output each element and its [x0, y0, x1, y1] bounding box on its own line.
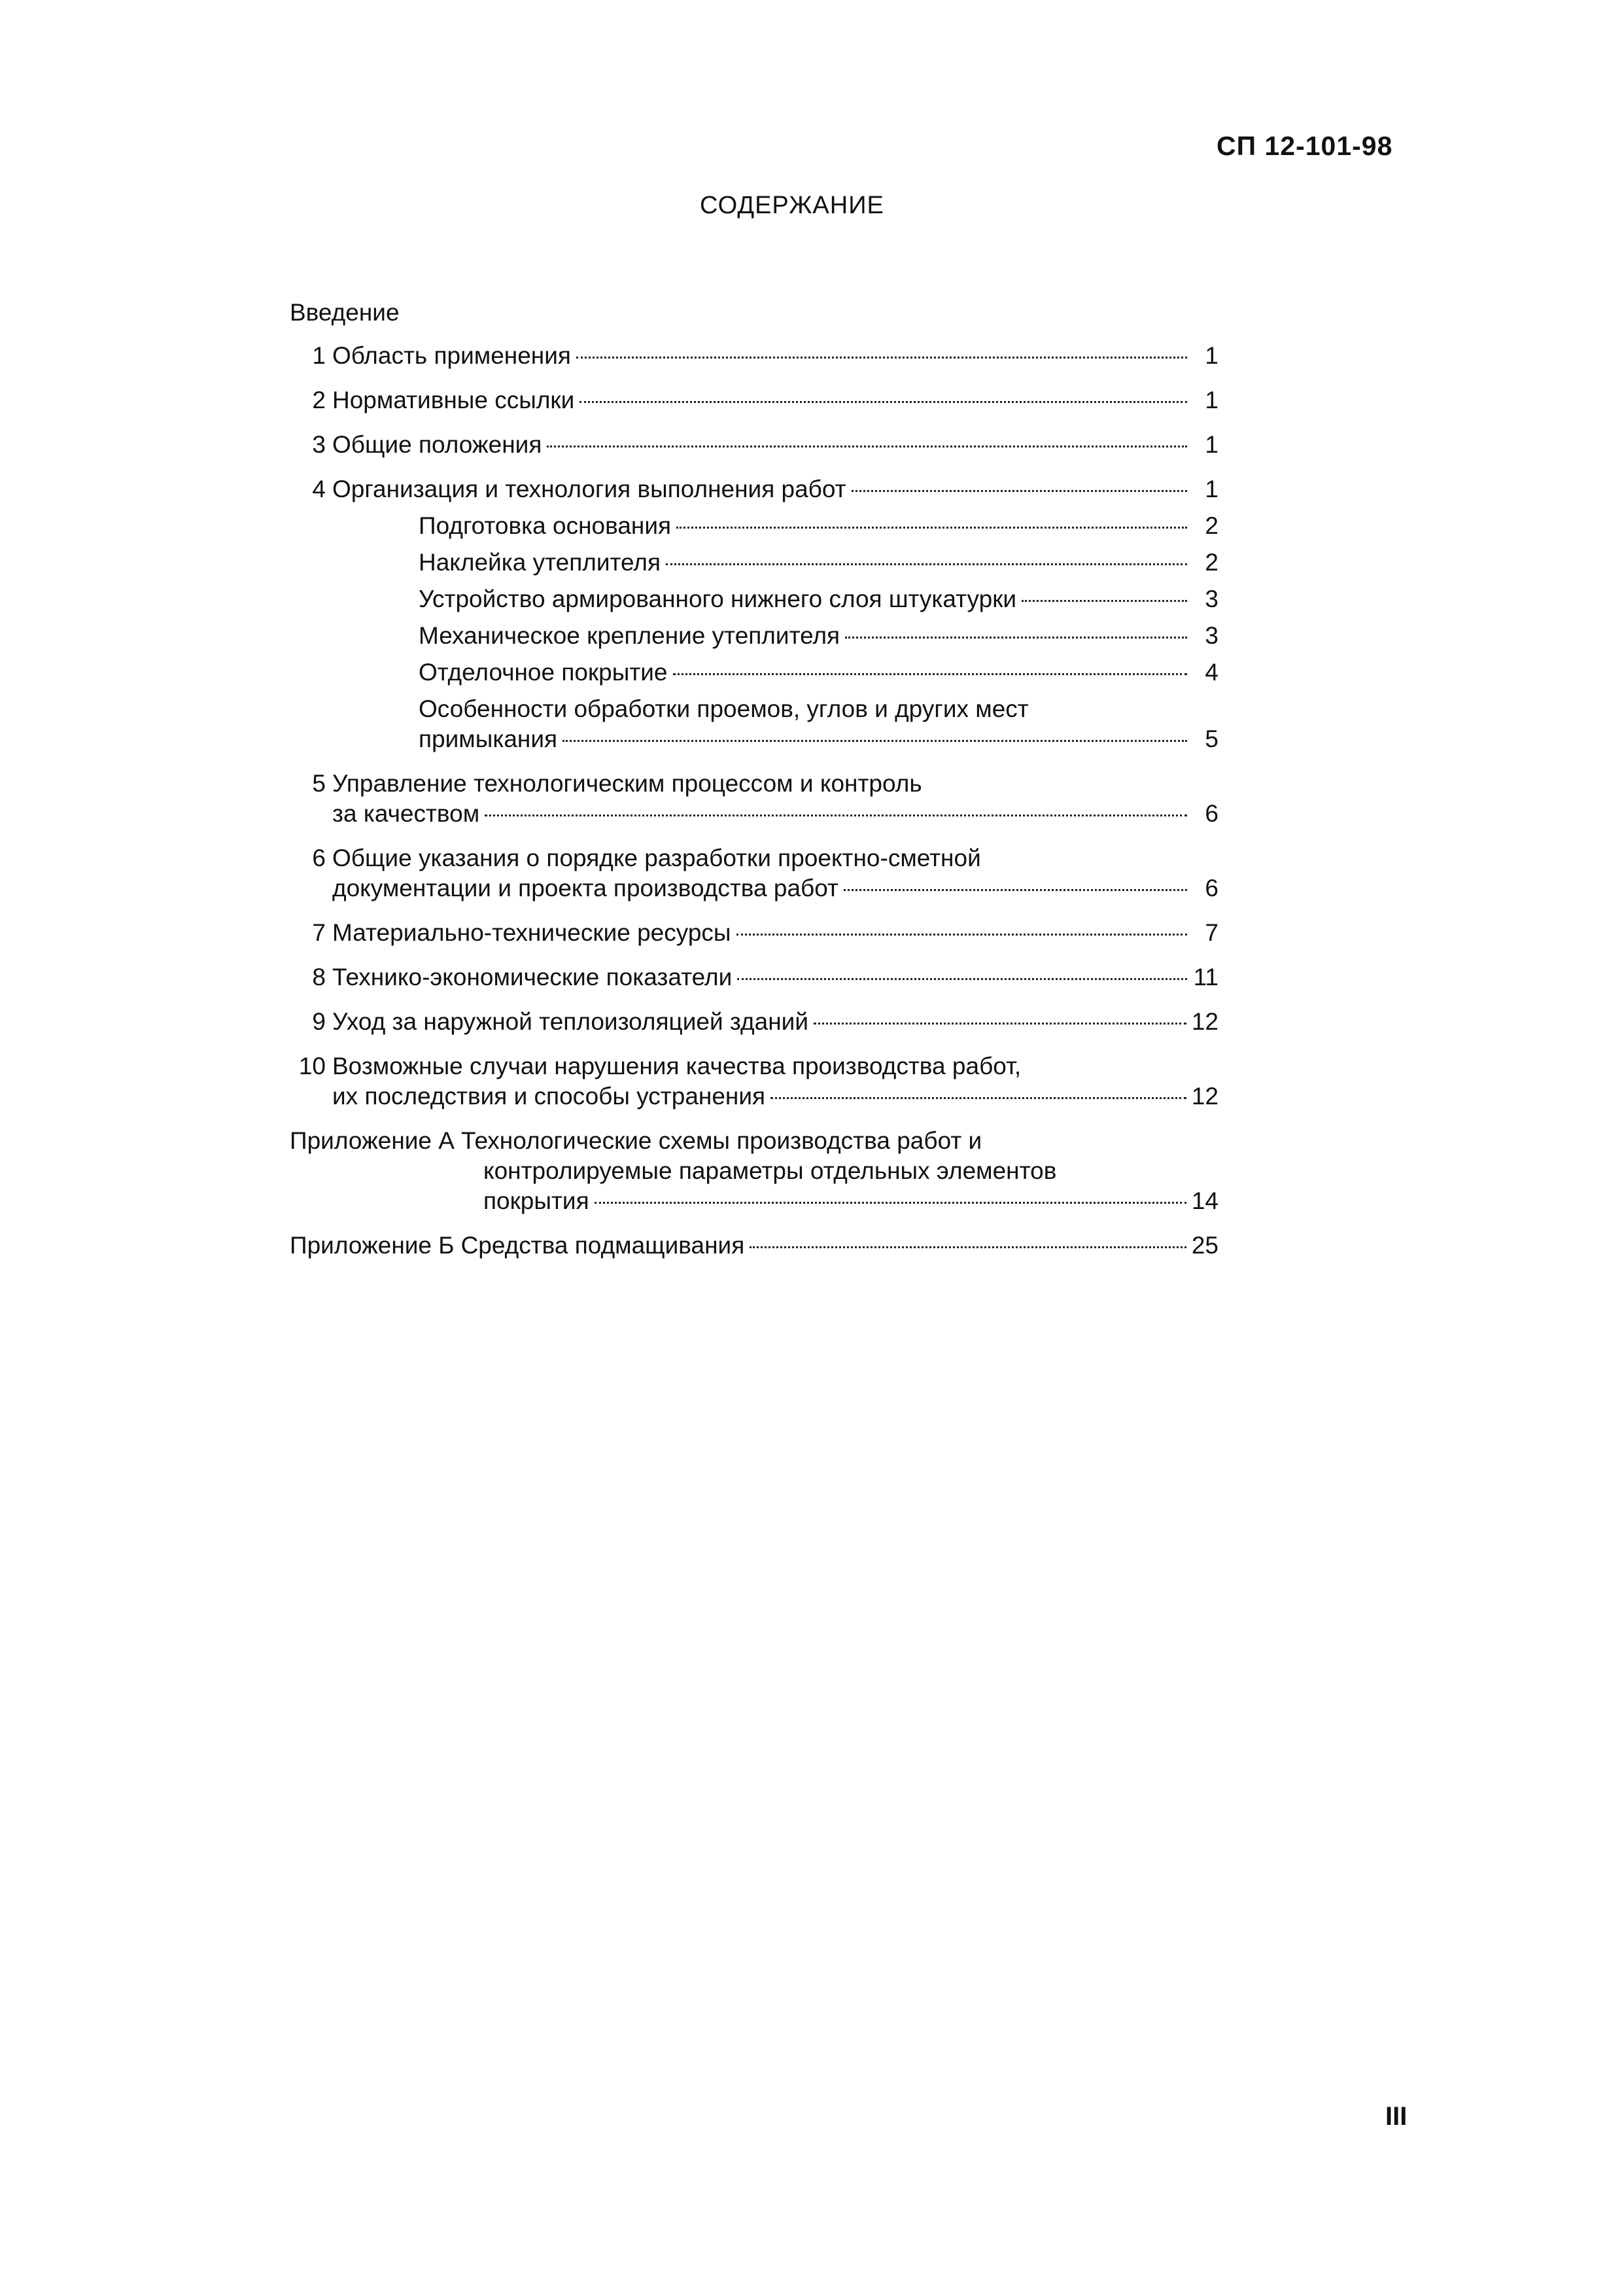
toc-entry — [290, 657, 1218, 688]
toc-body — [290, 341, 1218, 1261]
toc-entry-number: 3 — [312, 431, 326, 458]
toc-line — [290, 1126, 1218, 1156]
toc-page-number: 6 — [1205, 800, 1218, 827]
toc-entry-text: Нормативные ссылки — [332, 387, 575, 413]
dot-leader — [750, 1246, 1186, 1248]
dot-leader — [845, 637, 1187, 639]
toc-entry-number: 7 — [312, 919, 326, 946]
toc-entry-text: контролируемые параметры отдельных элементов — [483, 1157, 1057, 1184]
toc-entry-text: Общие указания о порядке разработки проектно-сметной — [332, 845, 981, 871]
toc-page-number: 11 — [1193, 964, 1218, 990]
dot-leader — [579, 401, 1187, 403]
toc-entry-text: Общие положения — [332, 431, 542, 458]
toc-page-number: 2 — [1205, 549, 1218, 576]
toc-line — [290, 548, 1218, 578]
dot-leader — [1022, 600, 1187, 602]
toc-entry — [290, 548, 1218, 578]
toc-intro: Введение — [290, 299, 400, 326]
dot-leader — [814, 1023, 1186, 1025]
toc-entry-number: 2 — [312, 387, 326, 413]
toc-page-number: 12 — [1191, 1008, 1218, 1035]
toc-page-number: 1 — [1205, 476, 1218, 502]
toc-line — [290, 843, 1218, 873]
toc-entry — [290, 511, 1218, 541]
document-code: СП 12-101-98 — [1217, 131, 1393, 161]
page-number: III — [1385, 2102, 1408, 2131]
toc-entry-text: Возможные случаи нарушения качества производства работ, — [332, 1053, 1022, 1079]
toc-line — [290, 385, 1218, 415]
toc-page-number: 1 — [1205, 387, 1218, 413]
toc-entry-text: Особенности обработки проемов, углов и других мест — [419, 695, 1029, 722]
dot-leader — [852, 490, 1187, 492]
dot-leader — [844, 889, 1187, 891]
toc-entry-text: Отделочное покрытие — [419, 659, 668, 686]
toc-entry-text: за качеством — [332, 800, 480, 827]
toc-entry — [290, 1051, 1218, 1112]
toc-page-number: 7 — [1205, 919, 1218, 946]
toc-entry-text: Управление технологическим процессом и контроль — [332, 770, 922, 797]
toc-line — [290, 918, 1218, 948]
toc-entry-text: Механическое крепление утеплителя — [419, 622, 840, 649]
toc-page-number: 4 — [1205, 659, 1218, 686]
toc-entry — [290, 694, 1218, 754]
toc-title: СОДЕРЖАНИЕ — [700, 192, 884, 219]
toc-line — [290, 341, 1218, 371]
toc-line — [290, 584, 1218, 614]
toc-entry-text: документации и проекта производства работ — [332, 875, 838, 902]
toc-line — [290, 962, 1218, 992]
toc-line — [290, 657, 1218, 688]
dot-leader — [547, 446, 1187, 447]
toc-line — [290, 694, 1218, 724]
toc-entry-text: их последствия и способы устранения — [332, 1083, 766, 1110]
toc-entry — [290, 584, 1218, 614]
toc-page-number: 2 — [1205, 512, 1218, 539]
toc-line — [290, 724, 1218, 754]
toc-page-number: 25 — [1191, 1232, 1218, 1259]
toc-page-number: 1 — [1205, 431, 1218, 458]
toc-page-number: 3 — [1205, 586, 1218, 612]
toc-entry-text: Технико-экономические показатели — [332, 964, 733, 990]
toc-entry-text: Подготовка основания — [419, 512, 672, 539]
toc-entry — [290, 769, 1218, 829]
toc-entry — [290, 430, 1218, 460]
toc-entry — [290, 341, 1218, 371]
toc-line — [290, 1231, 1218, 1261]
dot-leader — [562, 740, 1187, 742]
toc-line — [290, 1081, 1218, 1112]
toc-entry — [290, 1007, 1218, 1037]
toc-entry-number: 8 — [312, 964, 326, 990]
toc-entry — [290, 843, 1218, 903]
toc-entry-text: Средства подмащивания — [460, 1232, 745, 1259]
toc-page-number: 14 — [1191, 1187, 1218, 1214]
toc-line — [290, 769, 1218, 799]
toc-entry-text: Область применения — [332, 342, 571, 369]
toc-line — [290, 1156, 1218, 1186]
toc-entry — [290, 918, 1218, 948]
toc-entry-text: Материально-технические ресурсы — [332, 919, 731, 946]
toc-entry-number: 6 — [312, 845, 326, 871]
dot-leader — [595, 1202, 1186, 1204]
toc-line — [290, 430, 1218, 460]
toc-line — [290, 511, 1218, 541]
toc-page-number: 5 — [1205, 726, 1218, 752]
toc-appendix — [290, 1231, 1218, 1261]
toc-line — [290, 1186, 1218, 1216]
dot-leader — [676, 527, 1187, 529]
toc-entry-number: 1 — [312, 342, 326, 369]
toc-page-number: 3 — [1205, 622, 1218, 649]
appendix-label: Приложение Б — [290, 1232, 455, 1259]
toc-page-number: 1 — [1205, 342, 1218, 369]
dot-leader — [737, 978, 1187, 980]
dot-leader — [485, 815, 1187, 816]
toc-line — [290, 474, 1218, 504]
dot-leader — [576, 357, 1187, 359]
toc-entry-number: 10 — [298, 1053, 326, 1079]
toc-line — [290, 873, 1218, 903]
toc-line — [290, 621, 1218, 651]
appendix-label: Приложение А — [290, 1127, 455, 1154]
toc-page-number: 6 — [1205, 875, 1218, 902]
toc-entry-text: Технологические схемы производства работ и — [460, 1127, 982, 1154]
toc-entry — [290, 962, 1218, 992]
toc-line — [290, 1007, 1218, 1037]
dot-leader — [673, 673, 1187, 675]
toc-entry-text: Организация и технология выполнения работ — [332, 476, 846, 502]
toc-entry-text: Наклейка утеплителя — [419, 549, 661, 576]
toc-entry — [290, 474, 1218, 504]
toc-entry-number: 9 — [312, 1008, 326, 1035]
table-of-contents — [290, 298, 1218, 1275]
toc-entry-number: 5 — [312, 770, 326, 797]
toc-entry — [290, 621, 1218, 651]
toc-entry-text: Уход за наружной теплоизоляцией зданий — [332, 1008, 808, 1035]
toc-line — [290, 1051, 1218, 1081]
toc-entry-text: покрытия — [483, 1187, 589, 1214]
dot-leader — [770, 1097, 1186, 1099]
toc-entry-number: 4 — [312, 476, 326, 502]
toc-appendix — [290, 1126, 1218, 1216]
toc-page-number: 12 — [1191, 1083, 1218, 1110]
toc-line — [290, 799, 1218, 829]
toc-entry-text: примыкания — [419, 726, 558, 752]
toc-entry — [290, 385, 1218, 415]
dot-leader — [736, 934, 1187, 936]
toc-entry-text: Устройство армированного нижнего слоя штукатурки — [419, 586, 1017, 612]
dot-leader — [666, 563, 1187, 565]
